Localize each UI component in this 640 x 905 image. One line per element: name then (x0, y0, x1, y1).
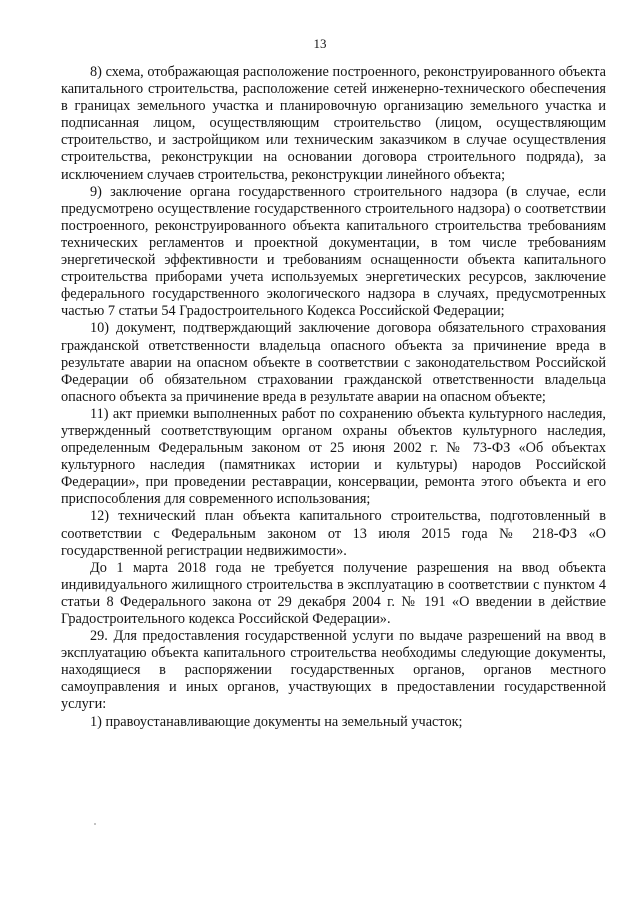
paragraph-item-10-liability-insurance: 10) документ, подтверждающий заключение договора обязательного страхования гражданской ответственности владельца опасного объекта за причинение вреда в результате аварии на опасном объекте в соответствии с законодательством Российской Федерации об обязательном страховании гражданской ответственности владельца опасного объекта за причинение вреда в результате аварии на опасном объекте; (61, 320, 606, 405)
page-number: 13 (313, 36, 327, 51)
paragraph-item-11-heritage-acceptance-act: 11) акт приемки выполненных работ по сохранению объекта культурного наследия, утвержденный соответствующим органом охраны объектов культурного наследия, определенным Федеральным законом от 25 июня 2002 г. № 73-ФЗ «Об объектах культурного наследия (памятниках истории и культуры) народов Российской Федерации», при проведении реставрации, консервации, ремонта этого объекта и его приспособления для современного использования; (61, 405, 606, 508)
scan-speck (94, 823, 96, 825)
paragraph-item-8-site-scheme: 8) схема, отображающая расположение построенного, реконструированного объекта капитального строительства, расположение сетей инженерно-технического обеспечения в границах земельного участка и планировочную организацию земельного участка и подписанная лицом, осуществляющим строительство (лицом, осуществляющим строительство, и застройщиком или техническим заказчиком в случае осуществления строительства, реконструкции на основании договора строительного подряда), за исключением случаев строительства, реконструкции линейного объекта; (61, 64, 606, 183)
paragraph-clause-29: 29. Для предоставления государственной услуги по выдаче разрешений на ввод в эксплуатацию объекта капитального строительства необходимы следующие документы, находящиеся в распоряжении государственных органов, органов местного самоуправления и иных органов, участвующих в предоставлении государственной услуги: (61, 628, 606, 713)
paragraph-clause-29-item-1: 1) правоустанавливающие документы на земельный участок; (90, 713, 463, 730)
paragraph-item-9-supervision-conclusion: 9) заключение органа государственного строительного надзора (в случае, если предусмотрено осуществление государственного строительного надзора) о соответствии построенного, реконструированного объекта капитального строительства требованиям технических регламентов и проектной документации, в том числе требованиям энергетической эффективности и требованиям оснащенности объекта капитального строительства приборами учета используемых энергетических ресурсов, заключение федерального государственного экологического надзора в случаях, предусмотренных частью 7 статьи 54 Градостроительного Кодекса Российской Федерации; (61, 183, 606, 320)
paragraph-transitional-provision: До 1 марта 2018 года не требуется получение разрешения на ввод объекта индивидуального жилищного строительства в эксплуатацию в соответствии с пунктом 4 статьи 8 Федерального закона от 29 декабря 2004 г. № 191 «О введении в действие Градостроительного кодекса Российской Федерации». (61, 559, 606, 627)
paragraph-item-12-technical-plan: 12) технический план объекта капитального строительства, подготовленный в соответствии с Федеральным законом от 13 июля 2015 года № 218-ФЗ «О государственной регистрации недвижимости». (61, 508, 606, 559)
document-body (61, 64, 606, 731)
